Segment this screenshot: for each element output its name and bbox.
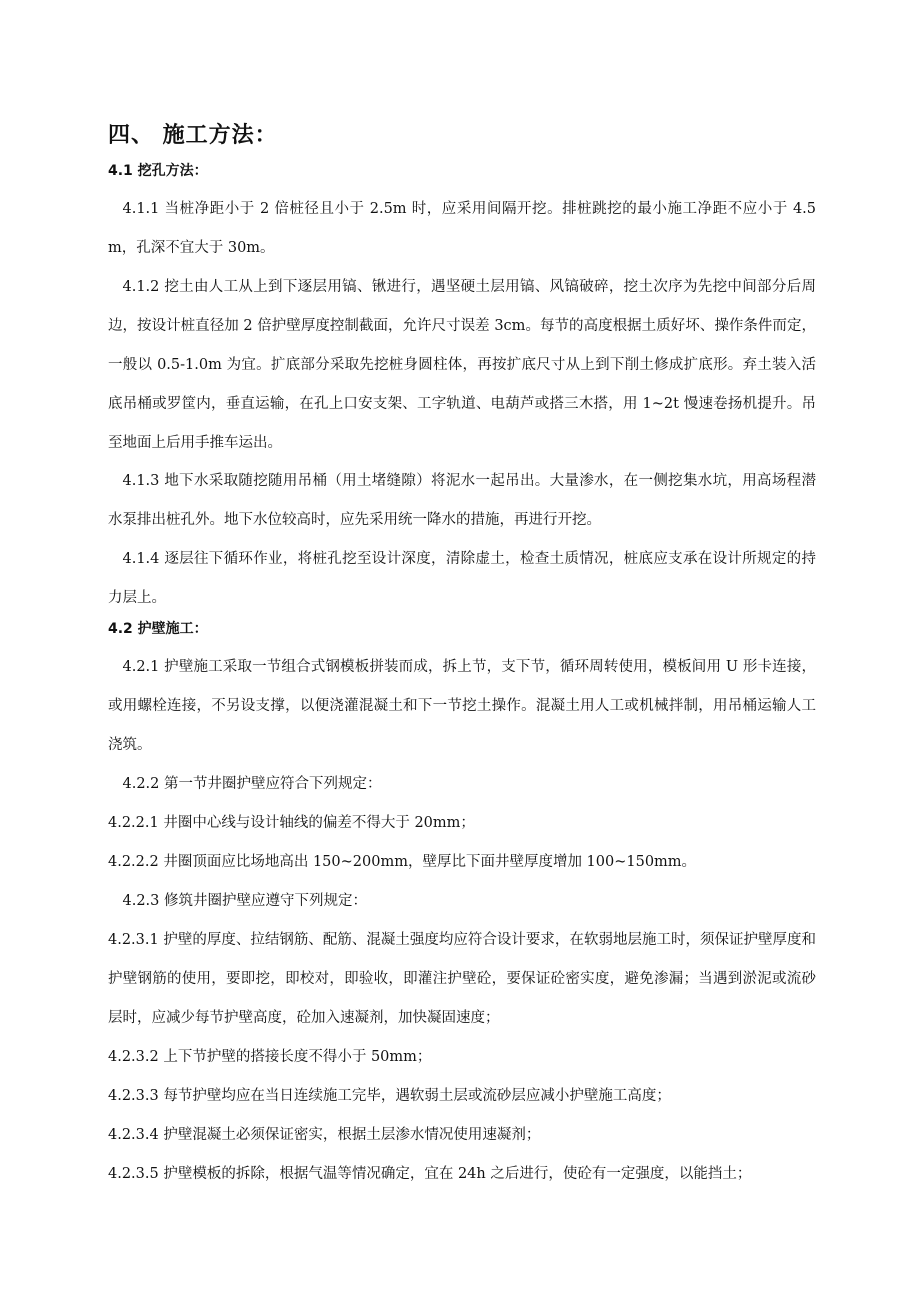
paragraph-4-2-2-2: 4.2.2.2 井圈顶面应比场地高出 150~200mm，壁厚比下面井壁厚度增加 100~150mm。 [108,854,697,870]
section-title: 四、 施工方法： [108,123,278,148]
paragraph-4-1-1: 4.1.1 当桩净距小于 2 倍桩径且小于 2.5m 时，应采用间隔开挖。排桩跳挖的最小施工净距不应小于 4.5m，孔深不宜大于 30m。 [108,201,816,256]
paragraph-4-1-2: 4.1.2 挖土由人工从上到下逐层用镐、锹进行，遇坚硬土层用镐、风镐破碎，挖土次序为先挖中间部分后周边，按设计桩直径加 2 倍护壁厚度控制截面，允许尺寸误差 3cm。每节的高度根据土质好坏、操作条件而定，一般以 0.5-1.0m 为宜。扩底部分采取先挖桩身圆柱体，再按扩底尺寸从上到下削土修成扩底形。弃土装入活底吊桶或罗筐内，垂直运输，在孔上口安支架、工字轨道、电葫芦或搭三木搭，用 1~2t 慢速卷扬机提升。吊至地面上后用手推车运出。 [108,279,816,451]
subsection-heading-4-1: 4.1 挖孔方法： [108,163,208,179]
paragraph-4-2-3: 4.2.3 修筑井圈护壁应遵守下列规定： [122,893,368,909]
paragraph-4-2-3-5: 4.2.3.5 护壁模板的拆除，根据气温等情况确定，宜在 24h 之后进行，使砼有一定强度，以能挡土； [108,1166,752,1182]
paragraph-4-1-4: 4.1.4 逐层往下循环作业，将桩孔挖至设计深度，清除虚土，检查土质情况，桩底应支承在设计所规定的持力层上。 [108,551,816,606]
paragraph-4-2-2-1: 4.2.2.1 井圈中心线与设计轴线的偏差不得大于 20mm； [108,815,475,831]
paragraph-4-1-3: 4.1.3 地下水采取随挖随用吊桶（用土堵缝隙）将泥水一起吊出。大量渗水，在一侧挖集水坑，用高场程潜水泵排出桩孔外。地下水位较高时，应先采用统一降水的措施，再进行开挖。 [108,473,816,528]
paragraph-4-2-3-1: 4.2.3.1 护壁的厚度、拉结钢筋、配筋、混凝土强度均应符合设计要求，在软弱地层施工时，须保证护壁厚度和护壁钢筋的使用，要即挖，即校对，即验收，即灌注护壁砼，要保证砼密实度，避免渗漏；当遇到淤泥或流砂层时，应减少每节护壁高度，砼加入速凝剂，加快凝固速度； [108,932,816,1026]
paragraph-4-2-3-3: 4.2.3.3 每节护壁均应在当日连续施工完毕，遇软弱土层或流砂层应减小护壁施工高度； [108,1088,671,1104]
paragraph-4-2-1: 4.2.1 护壁施工采取一节组合式钢模板拼装而成，拆上节，支下节，循环周转使用，模板间用 U 形卡连接，或用螺栓连接，不另设支撑，以便浇灌混凝土和下一节挖土操作。混凝土用人工或机械拌制，用吊桶运输人工浇筑。 [108,659,816,753]
paragraph-4-2-3-4: 4.2.3.4 护壁混凝土必须保证密实，根据土层渗水情况使用速凝剂； [108,1127,541,1143]
subsection-heading-4-2: 4.2 护壁施工： [108,621,208,637]
paragraph-4-2-3-2: 4.2.3.2 上下节护壁的搭接长度不得小于 50mm； [108,1049,432,1065]
paragraph-4-2-2: 4.2.2 第一节井圈护壁应符合下列规定： [122,776,382,792]
